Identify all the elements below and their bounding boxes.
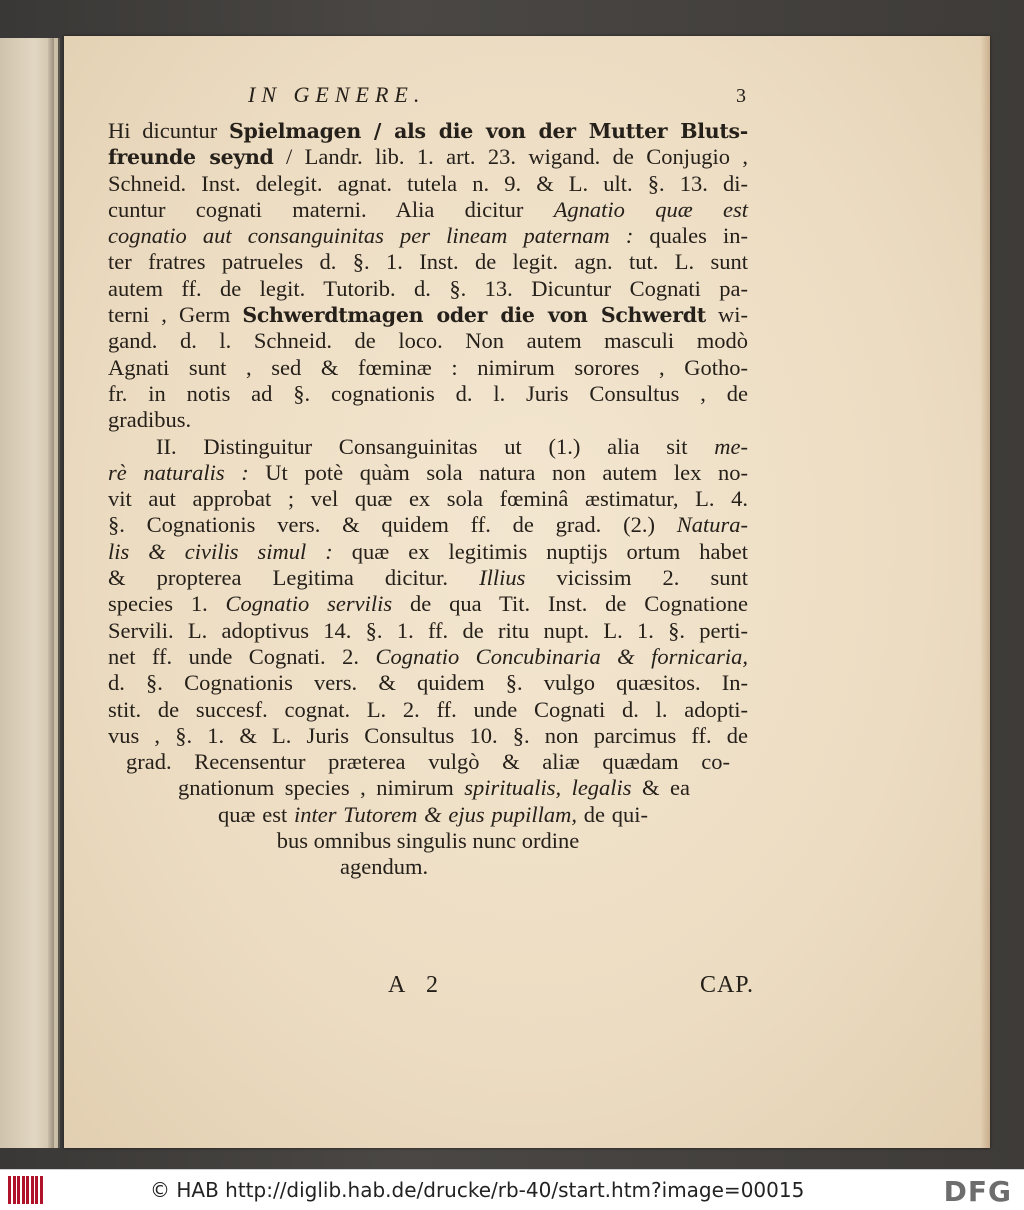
barcode-stripe xyxy=(22,1176,25,1204)
text-line xyxy=(108,144,748,170)
barcode-stripe xyxy=(17,1176,20,1204)
text-line xyxy=(108,697,748,723)
text-line xyxy=(108,828,748,854)
italic-text: Cognatio Concubinaria & fornicaria, xyxy=(375,643,748,669)
barcode-stripe xyxy=(26,1176,29,1204)
page-number: 3 xyxy=(736,85,746,107)
text-line xyxy=(108,460,748,486)
italic-text: rè naturalis : xyxy=(108,459,249,485)
italic-text: inter Tutorem & ejus pupillam, xyxy=(294,801,578,827)
roman-text: gnationum species , nimirum xyxy=(178,775,465,801)
roman-text: quales in- xyxy=(633,223,748,249)
text-line xyxy=(108,249,748,275)
roman-text: II. Distinguitur Consanguinitas ut (1.) alia sit xyxy=(156,433,715,459)
text-line xyxy=(108,381,748,407)
roman-text: terni , Germ xyxy=(108,302,243,328)
roman-text: de qua Tit. Inst. de Cognatione xyxy=(392,591,748,617)
roman-text: bus omnibus singulis nunc ordine xyxy=(276,828,580,854)
roman-text: agendum. xyxy=(340,854,429,880)
text-line xyxy=(178,775,690,801)
barcode-stripe xyxy=(40,1176,43,1204)
roman-text: autem ff. de legit. Tutorib. d. §. 13. Dicuntur Cognati pa- xyxy=(108,275,748,301)
italic-text: Natura- xyxy=(676,512,748,538)
italic-text: spiritualis, legalis xyxy=(464,775,632,801)
text-line xyxy=(108,565,748,591)
roman-text: Servili. L. adoptivus 14. §. 1. ff. de ritu nupt. L. 1. §. perti- xyxy=(108,617,748,643)
roman-text: vit aut approbat ; vel quæ ex sola fœminâ æstimatur, L. 4. xyxy=(108,486,748,512)
italic-text: me- xyxy=(714,433,748,459)
italic-text: lis & civilis simul : xyxy=(108,538,333,564)
italic-text: Agnatio quæ est xyxy=(553,196,748,222)
roman-text: vus , §. 1. & L. Juris Consultus 10. §. non parcimus ff. de xyxy=(108,722,748,748)
catchword: CAP. xyxy=(699,972,754,998)
roman-text: quæ ex legitimis nuptijs ortum habet xyxy=(332,538,748,564)
text-line xyxy=(108,434,748,460)
roman-text: cuntur cognati materni. Alia dicitur xyxy=(108,196,554,222)
roman-text: Ut potè quàm sola natura non autem lex no- xyxy=(248,459,748,485)
text-line xyxy=(108,723,748,749)
running-head xyxy=(108,82,748,114)
text-line xyxy=(108,670,748,696)
roman-text: net ff. unde Cognati. 2. xyxy=(108,643,376,669)
text-line xyxy=(340,854,748,880)
text-line xyxy=(108,539,748,565)
text-line xyxy=(108,355,748,381)
roman-text: gand. d. l. Schneid. de loco. Non autem masculi modò xyxy=(108,328,748,354)
roman-text: wi- xyxy=(705,302,748,328)
roman-text: stit. de succesf. cognat. L. 2. ff. unde Cognati d. l. adopti- xyxy=(108,696,748,722)
roman-text: §. Cognationis vers. & quidem ff. de grad. (2.) xyxy=(108,512,677,538)
signature-mark: A 2 xyxy=(388,972,447,998)
text-line xyxy=(126,749,730,775)
copyright-link[interactable]: © HAB http://diglib.hab.de/drucke/rb-40/start.htm?image=00015 xyxy=(150,1178,805,1202)
text-line xyxy=(108,618,748,644)
roman-text: & ea xyxy=(631,775,690,801)
roman-text: Agnati sunt , sed & fœminæ : nimirum sorores , Gotho- xyxy=(108,354,748,380)
roman-text: Hi dicuntur xyxy=(108,118,229,143)
text-line xyxy=(108,197,748,223)
text-line xyxy=(108,591,748,617)
roman-text: quæ est xyxy=(218,801,294,827)
roman-text: grad. Recensentur præterea vulgò & aliæ quædam co- xyxy=(126,749,730,775)
text-line xyxy=(108,486,748,512)
text-line xyxy=(218,802,648,828)
text-block xyxy=(108,82,748,881)
text-line xyxy=(108,118,748,144)
book-page xyxy=(64,36,990,1148)
barcode-stripe xyxy=(35,1176,38,1204)
roman-text: / Landr. lib. 1. art. 23. wigand. de Conjugio , xyxy=(273,144,748,170)
hab-barcode-logo-icon[interactable] xyxy=(8,1176,46,1204)
roman-text: species 1. xyxy=(108,591,226,617)
text-line xyxy=(108,512,748,538)
roman-text: ter fratres patrueles d. §. 1. Inst. de legit. agn. tut. L. sunt xyxy=(108,249,748,275)
page-edge-shadow xyxy=(980,36,990,1148)
italic-text: Illius xyxy=(479,565,526,591)
blackletter-text: freunde seynd xyxy=(108,145,274,170)
roman-text: & propterea Legitima dicitur. xyxy=(108,565,480,591)
roman-text: vicissim 2. sunt xyxy=(525,565,748,591)
facing-page-edge xyxy=(0,38,60,1148)
text-line xyxy=(108,276,748,302)
roman-text: fr. in notis ad §. cognationis d. l. Juris Consultus , de xyxy=(108,380,748,406)
roman-text: d. §. Cognationis vers. & quidem §. vulgo quæsitos. In- xyxy=(108,670,748,696)
italic-text: cognatio aut consanguinitas per lineam paternam : xyxy=(108,223,634,249)
roman-text: Schneid. Inst. delegit. agnat. tutela n. 9. & L. ult. §. 13. di- xyxy=(108,170,748,196)
blackletter-text: Spielmagen / als die von der Mutter Bluts- xyxy=(228,119,749,143)
running-head-title: IN GENERE. xyxy=(248,82,426,107)
body-text xyxy=(108,118,748,881)
barcode-stripe xyxy=(13,1176,16,1204)
text-line xyxy=(108,644,748,670)
text-line xyxy=(108,407,748,433)
blackletter-text: Schwerdtmagen oder die von Schwerdt xyxy=(242,303,706,328)
roman-text: de qui- xyxy=(577,801,648,827)
barcode-stripe xyxy=(31,1176,34,1204)
viewer-footer-bar xyxy=(0,1169,1024,1210)
text-line xyxy=(108,328,748,354)
barcode-stripe xyxy=(8,1176,11,1204)
roman-text: gradibus. xyxy=(108,407,192,433)
italic-text: Cognatio servilis xyxy=(225,591,393,617)
text-line xyxy=(108,223,748,249)
text-line xyxy=(108,171,748,197)
dfg-logo[interactable]: DFG xyxy=(943,1175,1012,1208)
text-line xyxy=(108,302,748,328)
